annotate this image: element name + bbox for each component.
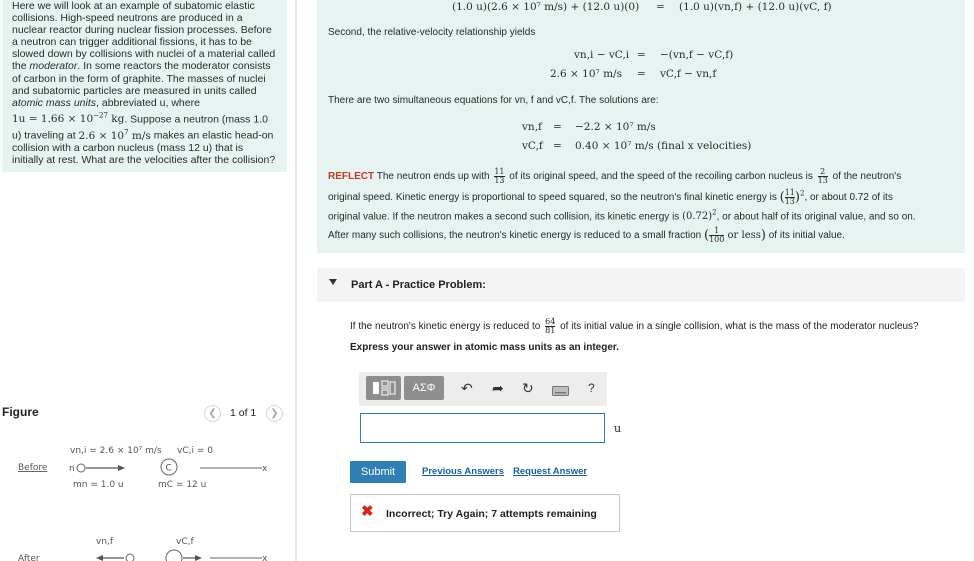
figure-after-label: After xyxy=(18,554,40,561)
question-text: If the neutron's kinetic energy is reduced to xyxy=(350,321,544,333)
intro-line xyxy=(12,97,281,109)
neutron-final-arrowhead xyxy=(96,555,103,561)
redo-icon[interactable]: ➦ xyxy=(492,380,504,396)
reflect-text: of its initial value. xyxy=(765,230,845,241)
question-text: of its initial value in a single collision, what is the mass of the moderator nucleus? xyxy=(557,321,919,333)
intro-text: , abbreviated u, where xyxy=(96,96,200,109)
fraction-denominator: 81 xyxy=(545,326,556,335)
relvel-1-lhs: vn,i − vC,i xyxy=(574,49,630,61)
fraction-numerator: 11 xyxy=(784,188,795,197)
figure-before-label: Before xyxy=(18,463,48,473)
intro-line: collision with a carbon nucleus (mass 12 u) that is xyxy=(12,142,244,155)
intro-line xyxy=(12,60,281,72)
fraction-11-13 xyxy=(494,168,504,185)
intro-line: collisions. High-speed neutrons are produced in a xyxy=(12,12,243,25)
intro-line: nuclear reactor during nuclear fission processes. Before xyxy=(12,24,272,37)
or-less-text: or less xyxy=(724,230,761,241)
amu-def-exponent: −27 xyxy=(93,111,108,120)
reflect-text: , or about half of its original value, and so on. xyxy=(716,211,916,223)
request-answer-link[interactable]: Request Answer xyxy=(513,466,588,477)
intro-line: of carbon in the form of graphite. The masses of nuclei xyxy=(12,72,266,85)
reflect-text: The neutron ends up with xyxy=(374,171,493,183)
figure-carbon-symbol: C xyxy=(165,463,172,474)
fraction-denominator: 13 xyxy=(784,197,795,206)
two-equations-text: There are two simultaneous equations for vn, f and vC,f. The solutions are: xyxy=(328,95,659,106)
error-x-icon: ✖ xyxy=(361,503,374,520)
undo-icon[interactable]: ↶ xyxy=(461,380,473,396)
column-divider[interactable] xyxy=(295,0,297,561)
chevron-right-icon[interactable]: ❯ xyxy=(266,405,283,422)
neutron-arrowhead xyxy=(118,465,125,471)
fraction-numerator: 11 xyxy=(494,167,505,176)
figure-carbon-mass-label: mC = 12 u xyxy=(158,480,207,490)
intro-line: and subatomic particles are measured in units called xyxy=(12,84,257,97)
fraction-denominator: 13 xyxy=(494,176,505,185)
previous-answers-link[interactable]: Previous Answers xyxy=(422,466,505,477)
figure-neutron-final-label: vn,f xyxy=(96,537,114,547)
relvel-2-rhs: vC,f − vn,f xyxy=(660,68,717,80)
figure-page-indicator: 1 of 1 xyxy=(230,407,257,419)
amu-def-unit: kg xyxy=(107,113,125,126)
reflect-text: original speed. Kinetic energy is proportional to speed squared, so the neutron's final kinetic energy is xyxy=(328,192,780,203)
momentum-equation-rhs: (1.0 u)(vn,f) + (12.0 u)(vC, f) xyxy=(679,1,832,13)
reflect-text: original value. If the neutron makes a second such collision, its kinetic energy is xyxy=(328,211,683,223)
fraction-squared: ( $\frac{11}{13}$ )$^2$ xyxy=(779,188,805,206)
reflect-line-3 xyxy=(328,209,916,222)
intro-term-amu: atomic mass units xyxy=(12,96,97,109)
practice-question xyxy=(350,318,919,335)
fraction-2-13 xyxy=(818,168,828,185)
math-editor-toolbar xyxy=(359,372,607,406)
equals-sign: = xyxy=(553,121,562,133)
reflect-text: of its original speed, and the speed of the recoiling carbon nucleus is xyxy=(506,171,816,183)
intro-term-moderator: moderator xyxy=(29,60,78,73)
fraction-numerator: 2 xyxy=(818,168,828,177)
intro-line: a neutron can trigger additional fissions, it has to be xyxy=(12,36,252,49)
ratio-base: (0.72) xyxy=(682,211,713,223)
solution-1-rhs: −2.2 × 10⁷ m/s xyxy=(575,121,656,133)
solution-2-rhs: 0.40 × 10⁷ m/s (final x velocities) xyxy=(575,140,752,152)
speed-exponent: 7 xyxy=(124,128,129,137)
chevron-left-icon[interactable]: ❮ xyxy=(204,405,221,422)
carbon-after xyxy=(166,550,182,561)
intro-line: initially at rest. What are the velocities after the collision? xyxy=(12,154,276,167)
keyboard-icon[interactable] xyxy=(552,383,569,399)
neutron-speed xyxy=(79,130,151,142)
equals-sign: = xyxy=(637,49,646,61)
figure-neutron-symbol: n xyxy=(69,464,75,474)
submit-button[interactable]: Submit xyxy=(350,461,406,483)
fraction-numerator: 1 xyxy=(709,227,724,236)
speed-unit: m/s xyxy=(128,129,151,142)
speed-base: 2.6 × 10 xyxy=(78,129,125,142)
unit-label: u xyxy=(614,422,622,435)
figure-neutron-mass-label: mn = 1.0 u xyxy=(73,480,124,490)
reset-icon[interactable]: ↻ xyxy=(522,380,534,396)
reflect-text: of the neutron's xyxy=(829,171,902,183)
axis-end-label: x xyxy=(262,464,268,474)
intro-text-box xyxy=(2,0,287,172)
help-button[interactable]: ? xyxy=(588,381,595,395)
relvel-1-rhs: −(vn,f − vC,f) xyxy=(660,49,734,61)
reflect-label: REFLECT xyxy=(328,171,375,183)
ratio-exponent: 2 xyxy=(712,209,717,217)
amu-definition xyxy=(12,113,124,125)
solution-panel xyxy=(317,0,965,253)
axis-end-label: x xyxy=(262,554,268,561)
reflect-line-4 xyxy=(328,227,845,244)
intro-line: slowed down by collisions with nuclei of a material called xyxy=(12,48,276,61)
reflect-line-2 xyxy=(328,189,893,206)
figure-label: Figure xyxy=(2,405,39,419)
figure-carbon-velocity-label: vC,i = 0 xyxy=(177,446,213,456)
fraction-64-81 xyxy=(545,318,555,335)
solution-1-lhs: vn,f xyxy=(522,121,542,133)
left-panel xyxy=(0,0,296,561)
equals-sign: = xyxy=(553,140,562,152)
neutron-before xyxy=(77,464,85,472)
caret-down-icon[interactable] xyxy=(329,279,337,285)
part-a-header[interactable] xyxy=(317,268,965,302)
intro-text: the xyxy=(12,60,30,73)
intro-text: . In some reactors the moderator consists xyxy=(77,60,271,73)
feedback-text: Incorrect; Try Again; 7 attempts remaining xyxy=(386,508,597,520)
amu-def-base: 1u = 1.66 × 10 xyxy=(12,113,94,126)
figure-carbon-final-label: vC,f xyxy=(176,537,194,547)
answer-instruction: Express your answer in atomic mass units as an integer. xyxy=(350,342,619,353)
part-a-title: Part A - Practice Problem: xyxy=(351,279,486,291)
relvel-2-lhs: 2.6 × 10⁷ m/s xyxy=(550,68,622,80)
carbon-final-arrowhead xyxy=(195,555,202,561)
intro-line xyxy=(12,126,281,142)
intro-line: Here we will look at an example of subatomic elastic xyxy=(12,0,255,12)
fraction-exponent: 2 xyxy=(799,189,805,198)
solution-2-lhs: vC,f xyxy=(522,140,543,152)
fraction-template-icon[interactable] xyxy=(366,376,401,400)
fraction-hundredth: ( $\frac{1}{100}$ or less) xyxy=(703,226,766,244)
neutron-after xyxy=(126,554,134,561)
ratio-squared xyxy=(682,211,717,222)
feedback-box xyxy=(350,494,620,532)
equals-sign: = xyxy=(656,1,665,13)
fraction-denominator: 100 xyxy=(709,235,725,244)
answer-input[interactable] xyxy=(360,413,605,443)
reflect-text: , or about 0.72 of its xyxy=(804,192,893,203)
equals-sign: = xyxy=(637,68,646,80)
intro-text: makes an elastic head-on xyxy=(150,129,274,142)
fraction-denominator: 13 xyxy=(817,176,828,185)
reflect-text: After many such collisions, the neutron's kinetic energy is reduced to a small fraction xyxy=(328,230,704,241)
intro-text: . Suppose a neutron (mass 1.0 xyxy=(124,113,268,126)
fraction-numerator: 64 xyxy=(545,317,556,326)
reflect-line-1 xyxy=(328,168,901,185)
momentum-equation-lhs: (1.0 u)(2.6 × 10⁷ m/s) + (12.0 u)(0) xyxy=(452,1,640,13)
intro-text: u) traveling at xyxy=(12,129,79,142)
figure-neutron-velocity-label: vn,i = 2.6 × 10⁷ m/s xyxy=(70,446,162,456)
second-text: Second, the relative-velocity relationship yields xyxy=(328,27,536,38)
symbols-button[interactable]: ΑΣΦ xyxy=(404,376,444,400)
intro-line xyxy=(12,110,281,126)
collision-figure xyxy=(0,430,290,561)
